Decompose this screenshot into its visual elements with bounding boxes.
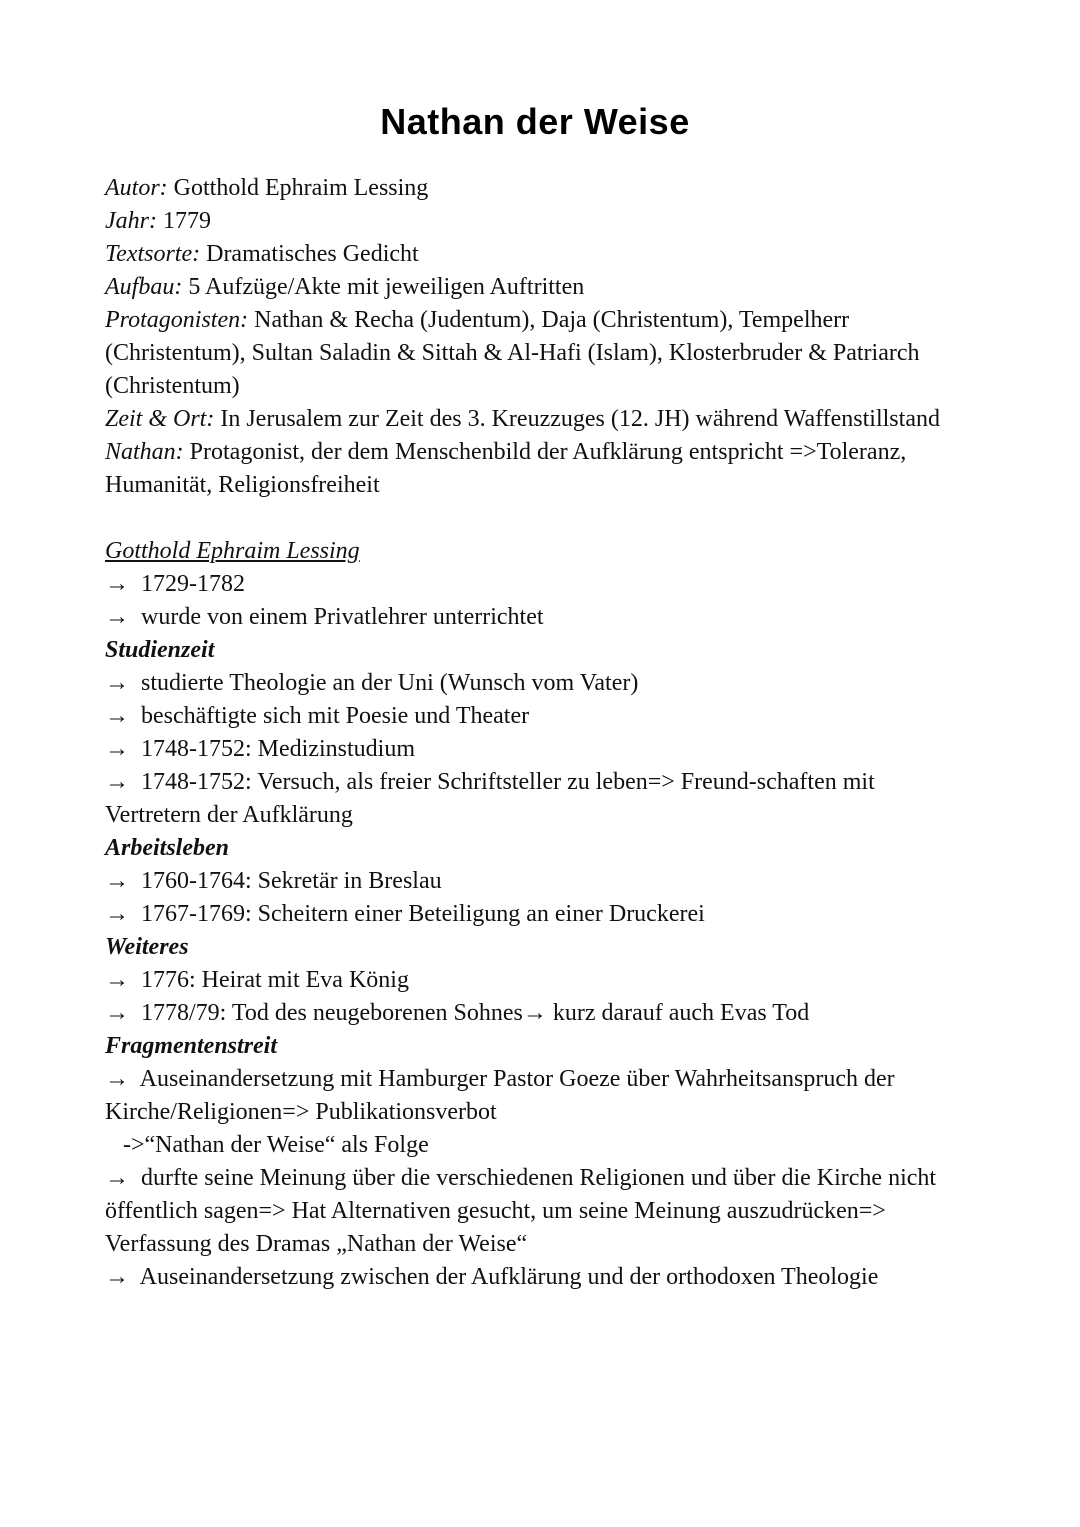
- arrow-icon: →: [105, 1000, 129, 1026]
- meta-text: Nathan & Recha (Judentum), Daja (Christentum), Tempelherr (Christentum), Sultan Saladin & Sittah & Al-Hafi (Islam), Klosterbruder & Patriarch (Christentum): [105, 307, 920, 399]
- arrow-icon: →: [105, 769, 129, 795]
- arrow-item: → 1767-1769: Scheitern einer Beteiligung an einer Druckerei: [105, 901, 705, 927]
- arrow-item: → Auseinandersetzung mit Hamburger Pastor Goeze über Wahrheitsanspruch der Kirche/Religionen=> Publikationsverbot: [105, 1066, 895, 1125]
- arrow-item: → beschäftigte sich mit Poesie und Theater: [105, 703, 530, 729]
- subheading: Fragmentenstreit: [105, 1033, 278, 1059]
- meta-label: Jahr:: [105, 208, 157, 234]
- arrow-item: → durfte seine Meinung über die verschiedenen Religionen und über die Kirche nicht öffentlich sagen=> Hat Alternativen gesucht, um seine Meinung auszudrücken=> Verfassung des Dramas „Nathan der Weise“: [105, 1165, 937, 1257]
- arrow-icon: →: [105, 967, 129, 993]
- arrow-item: → wurde von einem Privatlehrer unterrichtet: [105, 604, 544, 630]
- meta-line: [105, 238, 965, 271]
- lessing-section-heading: Gotthold Ephraim Lessing: [105, 538, 360, 564]
- meta-label: Aufbau:: [105, 274, 183, 300]
- meta-label: Textsorte:: [105, 241, 201, 267]
- arrow-item: → Auseinandersetzung zwischen der Aufklärung und der orthodoxen Theologie: [105, 1264, 879, 1290]
- meta-line: [105, 403, 965, 436]
- meta-label: Autor:: [105, 175, 168, 201]
- arrow-item: → 1748-1752: Medizinstudium: [105, 736, 415, 762]
- arrow-item: → 1729-1782: [105, 571, 245, 597]
- arrow-item: → 1760-1764: Sekretär in Breslau: [105, 868, 442, 894]
- meta-line: [105, 436, 965, 502]
- meta-line: [105, 205, 965, 238]
- meta-text: In Jerusalem zur Zeit des 3. Kreuzzuges (12. JH) während Waffenstillstand: [214, 406, 940, 432]
- meta-text: Gotthold Ephraim Lessing: [167, 175, 429, 201]
- arrow-icon: →: [105, 1165, 129, 1191]
- arrow-item: → 1748-1752: Versuch, als freier Schriftsteller zu leben=> Freund-schaften mit Vertretern der Aufklärung: [105, 769, 875, 828]
- subheading: Weiteres: [105, 934, 189, 960]
- arrow-icon: →: [105, 670, 129, 696]
- arrow-icon: →: [105, 868, 129, 894]
- meta-text: 1779: [156, 208, 211, 234]
- meta-line: [105, 304, 965, 403]
- arrow-item: → studierte Theologie an der Uni (Wunsch vom Vater): [105, 670, 639, 696]
- arrow-icon: →: [105, 901, 129, 927]
- arrow-icon: →: [105, 604, 129, 630]
- meta-line: [105, 271, 965, 304]
- arrow-icon: →: [105, 571, 129, 597]
- indent-line: ->“Nathan der Weise“ als Folge: [123, 1132, 429, 1158]
- subheading: Studienzeit: [105, 637, 215, 663]
- lessing-blocks: [105, 568, 965, 1294]
- arrow-icon: →: [105, 1264, 129, 1290]
- meta-line: [105, 172, 965, 205]
- meta-text: Dramatisches Gedicht: [200, 241, 419, 267]
- meta-label: Protagonisten:: [105, 307, 249, 333]
- arrow-icon: →: [105, 736, 129, 762]
- page-title: Nathan der Weise: [380, 101, 690, 142]
- arrow-item: → 1778/79: Tod des neugeborenen Sohnes→ kurz darauf auch Evas Tod: [105, 1000, 810, 1026]
- meta-text: Protagonist, der dem Menschenbild der Aufklärung entspricht =>Toleranz, Humanität, Religionsfreiheit: [105, 439, 907, 498]
- subheading: Arbeitsleben: [105, 835, 229, 861]
- meta-label: Nathan:: [105, 439, 184, 465]
- arrow-item: → 1776: Heirat mit Eva König: [105, 967, 409, 993]
- arrow-icon: →: [105, 1066, 129, 1092]
- meta-section: [105, 172, 965, 502]
- meta-text: 5 Aufzüge/Akte mit jeweiligen Auftritten: [182, 274, 585, 300]
- meta-label: Zeit & Ort:: [105, 406, 215, 432]
- arrow-icon: →: [105, 703, 129, 729]
